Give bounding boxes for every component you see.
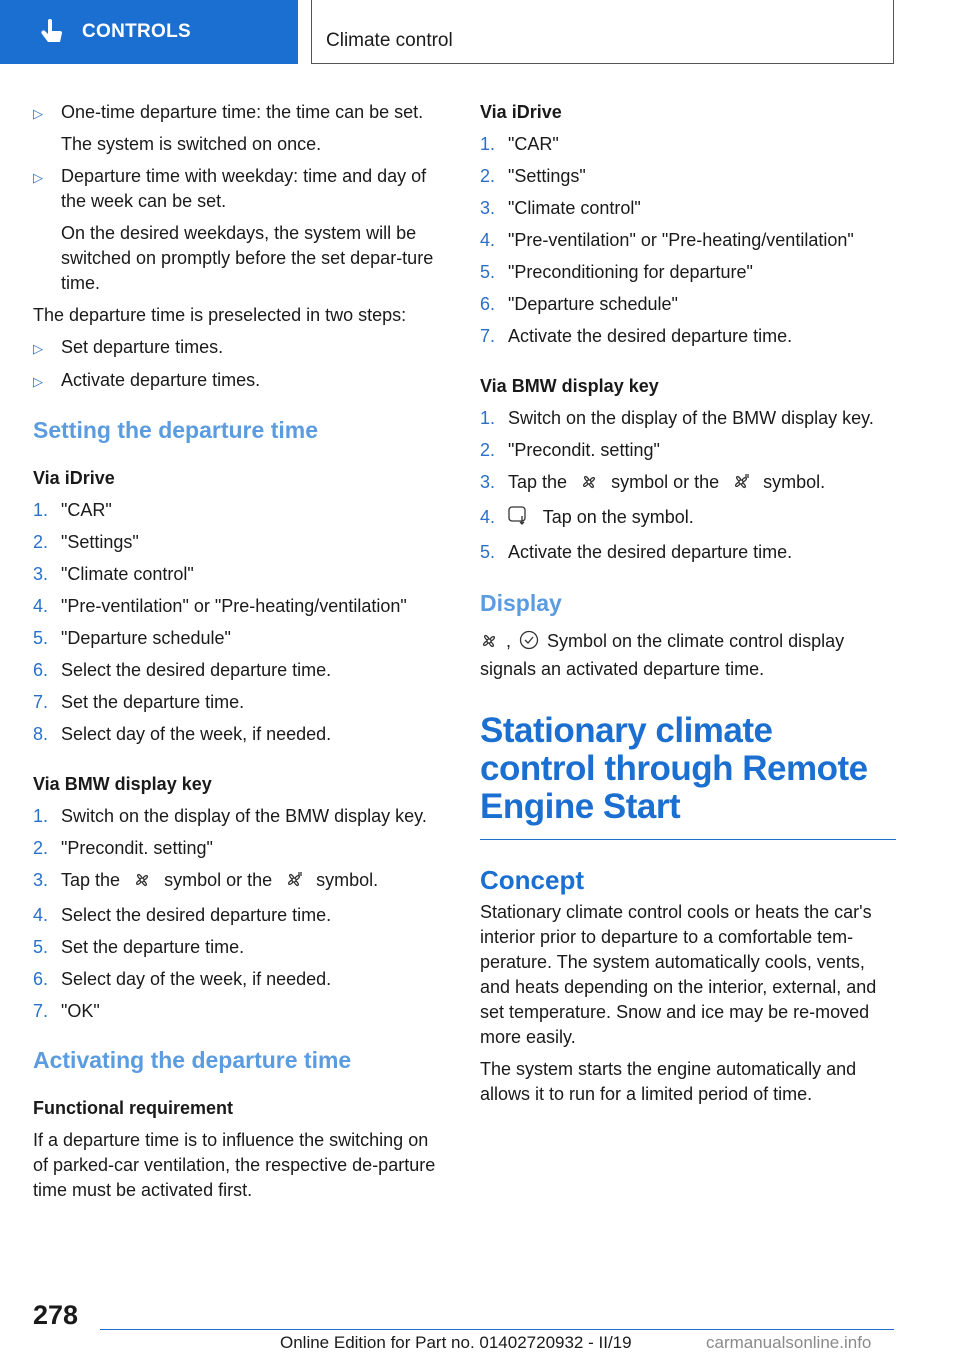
list-item: 7. Activate the desired departure time. xyxy=(480,326,793,346)
list-item: 3. "Climate control" xyxy=(480,198,641,218)
list-item: 5. "Preconditioning for departure" xyxy=(480,262,753,282)
list-item: 3. Tap the symbol or the symbol. xyxy=(33,868,443,896)
hand-pointer-icon xyxy=(38,17,68,47)
clock-check-icon xyxy=(519,630,539,657)
fan-icon xyxy=(480,632,498,657)
edition-text: Online Edition for Part no. 01402720932 - II/19 xyxy=(280,1333,632,1352)
via-idrive-heading: Via iDrive xyxy=(33,468,115,488)
bullet-item: ▷ One-time departure time: the time can be set. The system is switched on once. xyxy=(33,100,443,157)
intro-text: The departure time is preselected in two steps: xyxy=(33,305,407,325)
page-number: 278 xyxy=(33,1300,79,1330)
bullet-item: ▷ Departure time with weekday: time and day of the week can be set. On the desired weekdays, the system will be switched on promptly before the set depar‐ture time. xyxy=(33,164,443,296)
main-heading: Stationary climate control through Remote Engine Start xyxy=(480,711,868,826)
list-item: 3. "Climate control" xyxy=(33,564,194,584)
bullet-marker-icon: ▷ xyxy=(33,106,43,121)
list-item: 2. "Settings" xyxy=(33,532,139,552)
bullet-marker-icon: ▷ xyxy=(33,341,43,356)
list-item: 2. "Precondit. setting" xyxy=(480,440,660,460)
list-item: 1. Switch on the display of the BMW display key. xyxy=(480,408,874,428)
functional-requirement-text: If a departure time is to influence the switching on of parked-car ventilation, the respective de‐parture time must be activated first. xyxy=(33,1130,436,1200)
list-item: 6. Select day of the week, if needed. xyxy=(33,969,332,989)
fan-heat-icon xyxy=(285,871,303,896)
fan-heat-icon xyxy=(732,473,750,498)
list-item: 1. "CAR" xyxy=(33,500,112,520)
display-text: , Symbol on the climate control display signals an activated departure time. xyxy=(480,631,845,679)
chapter-title: Climate control xyxy=(326,30,453,51)
fan-icon xyxy=(580,473,598,498)
list-item: 4. "Pre-ventilation" or "Pre-heating/ventilation" xyxy=(33,596,407,616)
concept-paragraph-1: Stationary climate control cools or heats the car's interior prior to departure to a comfortable tem‐perature. The system automatically cools, vents, and heats depending on the interior, external, and set temperature. Snow and ice may be re‐moved more easily. xyxy=(480,902,877,1047)
heading-concept: Concept xyxy=(480,865,584,895)
list-item: 1. Switch on the display of the BMW display key. xyxy=(33,806,427,826)
via-idrive-heading: Via iDrive xyxy=(480,102,562,122)
list-item: 1. "CAR" xyxy=(480,134,559,154)
list-item: 2. "Precondit. setting" xyxy=(33,838,213,858)
list-item: 2. "Settings" xyxy=(480,166,586,186)
tap-display-icon xyxy=(508,506,530,533)
list-item: 8. Select day of the week, if needed. xyxy=(33,724,332,744)
list-item: 4. Select the desired departure time. xyxy=(33,905,332,925)
right-column xyxy=(480,100,896,1114)
list-item: 6. "Departure schedule" xyxy=(480,294,678,314)
via-key-heading: Via BMW display key xyxy=(33,774,212,794)
list-item: 5. Set the departure time. xyxy=(33,937,245,957)
section-tab xyxy=(0,0,298,64)
concept-paragraph-2: The system starts the engine automatically and allows it to run for a limited period of time. xyxy=(480,1059,857,1104)
section-label: CONTROLS xyxy=(82,21,192,42)
left-column xyxy=(33,100,443,1210)
heading-rule xyxy=(480,839,896,840)
fan-icon xyxy=(133,871,151,896)
footer-rule xyxy=(100,1329,894,1330)
via-key-heading: Via BMW display key xyxy=(480,376,659,396)
list-item: 4. Tap on the symbol. xyxy=(480,505,896,533)
heading-activating: Activating the departure time xyxy=(33,1047,352,1073)
heading-setting: Setting the departure time xyxy=(33,417,318,443)
watermark: carmanualsonline.info xyxy=(706,1333,872,1352)
bullet-marker-icon: ▷ xyxy=(33,374,43,389)
heading-display: Display xyxy=(480,590,562,616)
list-item: 5. Activate the desired departure time. xyxy=(480,542,793,562)
bullet-item: ▷ Set departure times. xyxy=(33,335,443,361)
list-item: 7. Set the departure time. xyxy=(33,692,245,712)
list-item: 7. "OK" xyxy=(33,1001,100,1021)
functional-requirement-heading: Functional requirement xyxy=(33,1098,234,1118)
bullet-item: ▷ Activate departure times. xyxy=(33,368,443,394)
list-item: 6. Select the desired departure time. xyxy=(33,660,332,680)
chapter-title-box xyxy=(311,0,894,64)
list-item: 5. "Departure schedule" xyxy=(33,628,231,648)
list-item: 3. Tap the symbol or the symbol. xyxy=(480,470,896,498)
list-item: 4. "Pre-ventilation" or "Pre-heating/ventilation" xyxy=(480,230,854,250)
bullet-marker-icon: ▷ xyxy=(33,170,43,185)
